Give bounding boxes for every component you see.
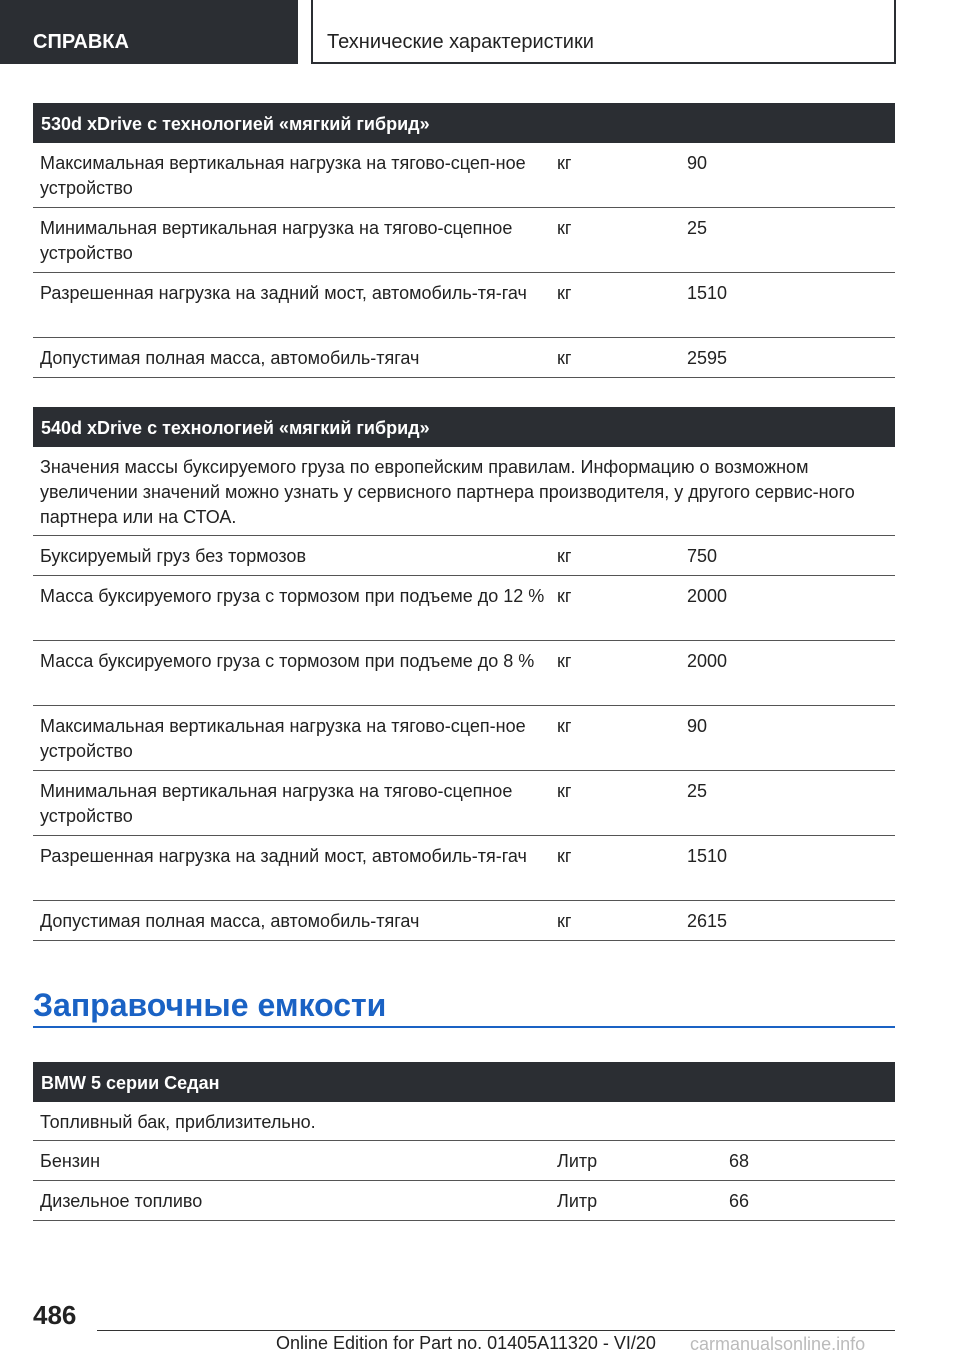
row-unit: кг (557, 218, 572, 238)
table-row (33, 706, 895, 771)
page-number: 486 (33, 1300, 77, 1330)
watermark: carmanualsonline.info (690, 1334, 866, 1354)
table-row (33, 771, 895, 836)
row-value: 2000 (687, 586, 728, 606)
row-param: Максимальная вертикальная нагрузка на тягово-сцеп-ное устройство (40, 716, 526, 761)
row-param: Минимальная вертикальная нагрузка на тягово-сцепное устройство (40, 781, 513, 826)
row-param: Дизельное топливо (40, 1191, 203, 1211)
footer-divider (97, 1330, 895, 1331)
row-unit: кг (557, 911, 572, 931)
header-section-tab (0, 0, 298, 64)
row-value: 1510 (687, 846, 728, 866)
table-row (33, 901, 895, 941)
row-param: Буксируемый груз без тормозов (40, 546, 307, 566)
header-chapter-tab (311, 0, 896, 64)
footer-edition: Online Edition for Part no. 01405A11320 - VI/20 (276, 1333, 656, 1353)
row-value: 2000 (687, 651, 728, 671)
row-value: 2595 (687, 348, 728, 368)
table-540d (33, 407, 895, 941)
row-value: 2615 (687, 911, 728, 931)
row-unit: кг (557, 586, 572, 606)
table-row (33, 1141, 895, 1181)
table-capacities (33, 1062, 895, 1221)
row-value: 68 (729, 1151, 750, 1171)
table-row (33, 641, 895, 706)
row-param: Допустимая полная масса, автомобиль-тягач (40, 911, 420, 931)
table-row (33, 338, 895, 378)
row-unit: кг (557, 781, 572, 801)
table-530d (33, 103, 895, 378)
row-value: 90 (687, 716, 708, 736)
row-value: 750 (687, 546, 718, 566)
row-unit: кг (557, 846, 572, 866)
table-row (33, 273, 895, 338)
row-value: 1510 (687, 283, 728, 303)
table-row (33, 576, 895, 641)
row-unit: кг (557, 283, 572, 303)
row-param: Допустимая полная масса, автомобиль-тягач (40, 348, 420, 368)
row-param: Бензин (40, 1151, 101, 1171)
table-row (33, 536, 895, 576)
row-param: Минимальная вертикальная нагрузка на тягово-сцепное устройство (40, 218, 513, 263)
row-value: 25 (687, 781, 708, 801)
row-param: Максимальная вертикальная нагрузка на тягово-сцеп-ное устройство (40, 153, 526, 198)
row-value: 25 (687, 218, 708, 238)
table-capacities-note: Топливный бак, приблизительно. (33, 1102, 895, 1141)
row-unit: кг (557, 348, 572, 368)
table-row (33, 836, 895, 901)
table-540d-title: 540d xDrive с технологией «мягкий гибрид» (33, 407, 895, 447)
row-param: Масса буксируемого груза с тормозом при подъеме до 12 % (40, 586, 545, 606)
row-unit: Литр (557, 1151, 598, 1171)
row-param: Разрешенная нагрузка на задний мост, автомобиль-тя-гач (40, 846, 527, 866)
table-row (33, 143, 895, 208)
table-row (33, 208, 895, 273)
table-540d-note: Значения массы буксируемого груза по европейским правилам. Информацию о возможном увеличении значений можно узнать у сервисного партнера производителя, у другого сервис-ного партнера или на СТОА. (33, 447, 895, 536)
header-section-label: СПРАВКА (33, 31, 129, 53)
table-capacities-title: BMW 5 серии Седан (33, 1062, 895, 1102)
section-heading: Заправочные емкости (33, 982, 895, 1028)
row-unit: кг (557, 546, 572, 566)
row-unit: кг (557, 651, 572, 671)
row-unit: кг (557, 716, 572, 736)
row-value: 90 (687, 153, 708, 173)
table-row (33, 1181, 895, 1221)
row-value: 66 (729, 1191, 750, 1211)
row-unit: Литр (557, 1191, 598, 1211)
row-unit: кг (557, 153, 572, 173)
row-param: Разрешенная нагрузка на задний мост, автомобиль-тя-гач (40, 283, 527, 303)
header-chapter-label: Технические характеристики (327, 31, 594, 53)
table-530d-title: 530d xDrive с технологией «мягкий гибрид» (33, 103, 895, 143)
row-param: Масса буксируемого груза с тормозом при подъеме до 8 % (40, 651, 535, 671)
